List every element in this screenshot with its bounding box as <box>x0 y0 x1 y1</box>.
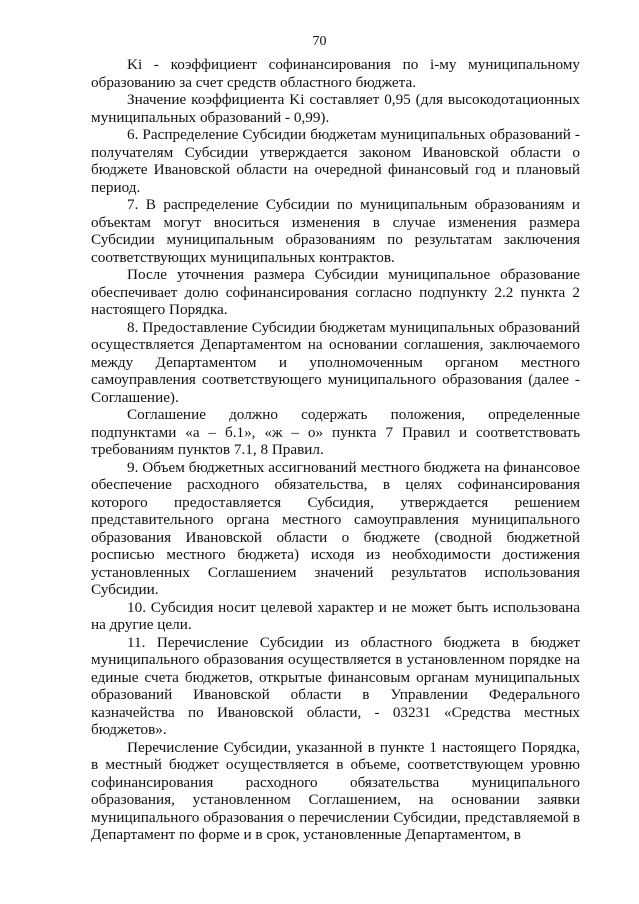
paragraph-item-7-continued: После уточнения размера Субсидии муниципальное образование обеспечивает долю софинансирования согласно подпункту 2.2 пункта 2 настоящего Порядка. <box>91 266 580 318</box>
paragraph-ki-value: Значение коэффициента Ki составляет 0,95 (для высокодотационных муниципальных образований - 0,99). <box>91 91 580 126</box>
paragraph-ki-definition: Ki - коэффициент софинансирования по i-му муниципальному образованию за счет средств областного бюджета. <box>91 56 580 91</box>
paragraph-item-7: 7. В распределение Субсидии по муниципальным образованиям и объектам могут вноситься изменения в случае изменения размера Субсидии муниципальным образованиям по результатам заключения соответствующих муниципальных контрактов. <box>91 196 580 266</box>
paragraph-item-10: 10. Субсидия носит целевой характер и не может быть использована на другие цели. <box>91 598 580 633</box>
paragraph-item-8: 8. Предоставление Субсидии бюджетам муниципальных образований осуществляется Департаментом на основании соглашения, заключаемого между Департаментом и уполномоченным органом местного самоуправления соответствующего муниципального образования (далее - Соглашение). <box>91 318 580 406</box>
paragraph-item-11: 11. Перечисление Субсидии из областного бюджета в бюджет муниципального образования осуществляется в установленном порядке на единые счета бюджетов, открытые финансовым органам муниципальных образований Ивановской области в Управлении Федерального казначейства по Ивановской области, - 03231 «Средства местных бюджетов». <box>91 633 580 738</box>
paragraph-item-9: 9. Объем бюджетных ассигнований местного бюджета на финансовое обеспечение расходного обязательства, в целях софинансирования которого предоставляется Субсидия, утверждается решением представительного органа местного самоуправления муниципального образования Ивановской области о бюджете (сводной бюджетной росписью местного бюджета) исходя из необходимости достижения установленных Соглашением значений результатов использования Субсидии. <box>91 458 580 598</box>
paragraph-item-8-agreement: Соглашение должно содержать положения, определенные подпунктами «а – б.1», «ж – о» пункта 7 Правил и соответствовать требованиям пунктов 7.1, 8 Правил. <box>91 406 580 458</box>
document-body <box>91 56 580 844</box>
page-number: 70 <box>312 34 327 49</box>
paragraph-item-6: 6. Распределение Субсидии бюджетам муниципальных образований - получателям Субсидии утверждается законом Ивановской области о бюджете Ивановской области на очередной финансовый год и плановый период. <box>91 126 580 196</box>
paragraph-item-11-transfer: Перечисление Субсидии, указанной в пункте 1 настоящего Порядка, в местный бюджет осуществляется в объеме, соответствующем уровню софинансирования расходного обязательства муниципального образования, установленном Соглашением, на основании заявки муниципального образования о перечислении Субсидии, представляемой в Департамент по форме и в срок, установленные Департаментом, в <box>91 738 580 843</box>
